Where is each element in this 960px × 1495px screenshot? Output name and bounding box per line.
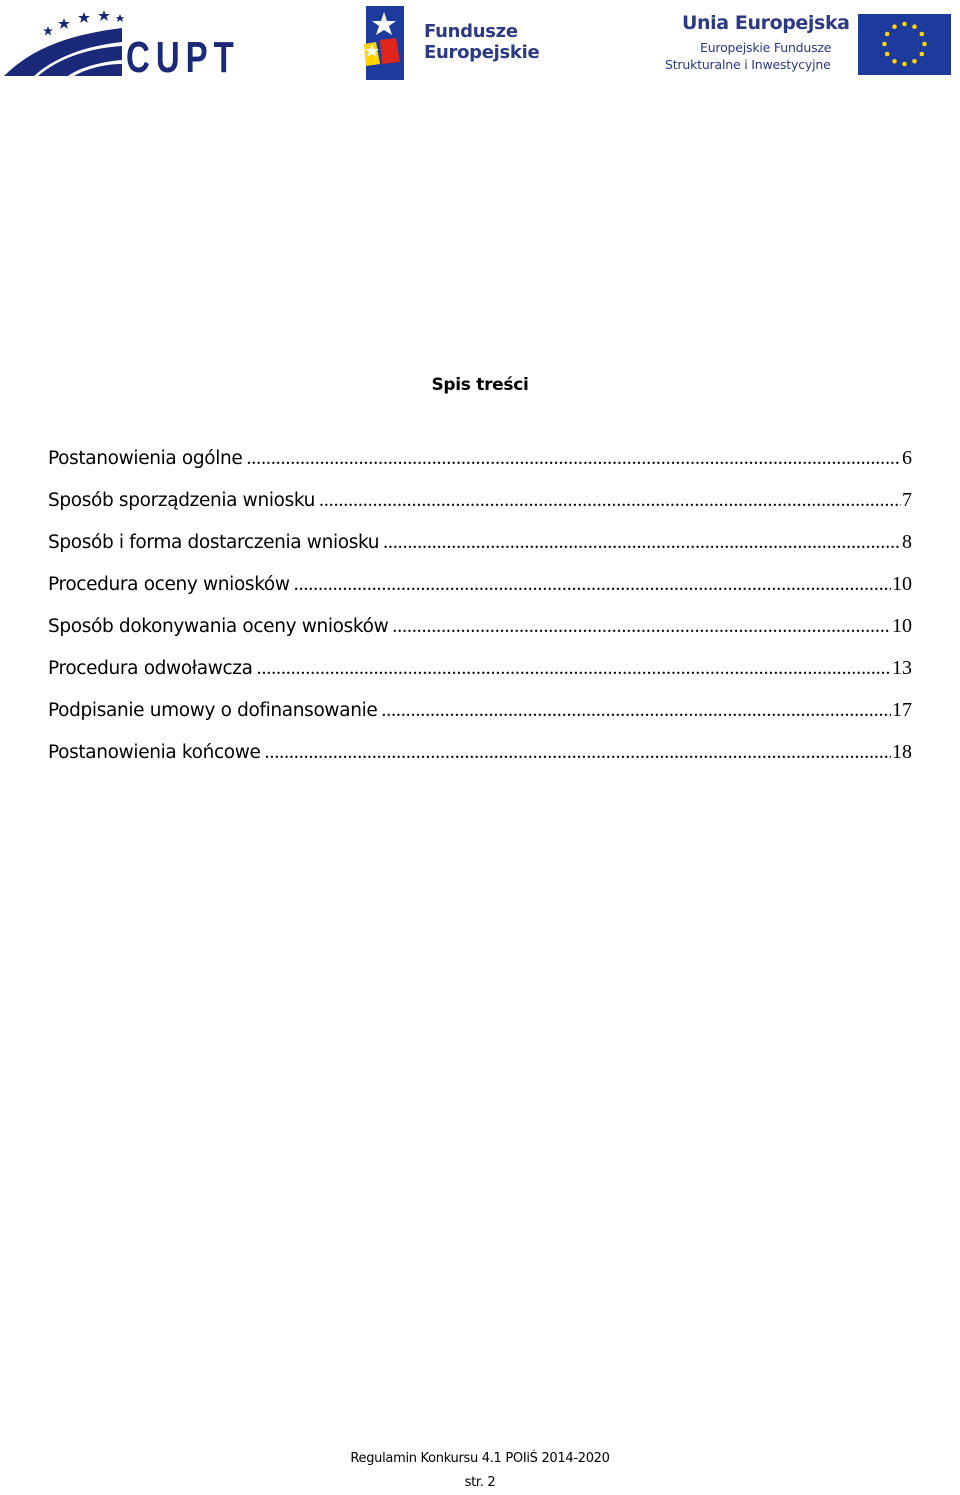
unia-europejska-logo-text	[662, 12, 852, 76]
toc-entry[interactable]	[48, 573, 912, 615]
fe-logo-line2: Europejskie	[424, 42, 540, 63]
eu-flag-icon	[858, 14, 951, 80]
ue-subtitle-line1: Europejskie Fundusze	[700, 40, 832, 55]
toc-entry[interactable]	[48, 615, 912, 657]
table-of-contents	[48, 447, 912, 783]
toc-entry-label[interactable]: Postanowienia końcowe	[48, 742, 261, 763]
toc-dot-leader	[265, 742, 891, 764]
toc-entry-page[interactable]: 7	[902, 489, 912, 511]
toc-entry-label[interactable]: Procedura oceny wniosków	[48, 574, 290, 595]
toc-entry-page[interactable]: 18	[892, 741, 912, 763]
toc-entry[interactable]	[48, 741, 912, 783]
toc-entry-page[interactable]: 8	[902, 531, 912, 553]
toc-dot-leader	[257, 658, 891, 680]
toc-entry-label[interactable]: Sposób sporządzenia wniosku	[48, 490, 316, 511]
toc-entry-page[interactable]: 17	[892, 699, 912, 721]
toc-dot-leader	[381, 700, 891, 722]
toc-entry[interactable]	[48, 657, 912, 699]
fundusze-europejskie-logo	[362, 4, 542, 84]
toc-entry-label[interactable]: Sposób i forma dostarczenia wniosku	[48, 532, 380, 553]
toc-entry-label[interactable]: Postanowienia ogólne	[48, 448, 243, 469]
fe-logo-text	[424, 21, 539, 63]
toc-entry-page[interactable]: 6	[902, 447, 912, 469]
toc-entry-label[interactable]: Podpisanie umowy o dofinansowanie	[48, 700, 378, 721]
toc-entry[interactable]	[48, 489, 912, 531]
toc-dot-leader	[246, 448, 901, 470]
toc-dot-leader	[392, 616, 891, 638]
toc-entry-page[interactable]: 13	[892, 657, 912, 679]
cupt-road-icon	[4, 6, 124, 80]
ue-title: Unia Europejska	[682, 12, 850, 34]
page-header	[0, 0, 960, 90]
toc-entry-page[interactable]: 10	[892, 573, 912, 595]
toc-entry-page[interactable]: 10	[892, 615, 912, 637]
toc-title: Spis treści	[431, 375, 529, 395]
fe-star-flag-icon	[362, 4, 408, 82]
ue-subtitle-line2: Strukturalne i Inwestycyjne	[665, 57, 831, 72]
cupt-logo-text: CUPT	[126, 33, 240, 82]
toc-dot-leader	[294, 574, 891, 596]
footer-document-name: Regulamin Konkursu 4.1 POIiŚ 2014-2020	[350, 1451, 610, 1466]
footer-page-number: str. 2	[464, 1475, 496, 1490]
fe-logo-line1: Fundusze	[424, 21, 518, 42]
toc-entry-label[interactable]: Procedura odwoławcza	[48, 658, 253, 679]
page-footer	[0, 1447, 960, 1495]
toc-entry[interactable]	[48, 447, 912, 489]
toc-dot-leader	[319, 490, 901, 512]
toc-dot-leader	[383, 532, 901, 554]
toc-entry[interactable]	[48, 699, 912, 741]
toc-entry[interactable]	[48, 531, 912, 573]
cupt-logo	[4, 6, 254, 80]
toc-entry-label[interactable]: Sposób dokonywania oceny wniosków	[48, 616, 389, 637]
